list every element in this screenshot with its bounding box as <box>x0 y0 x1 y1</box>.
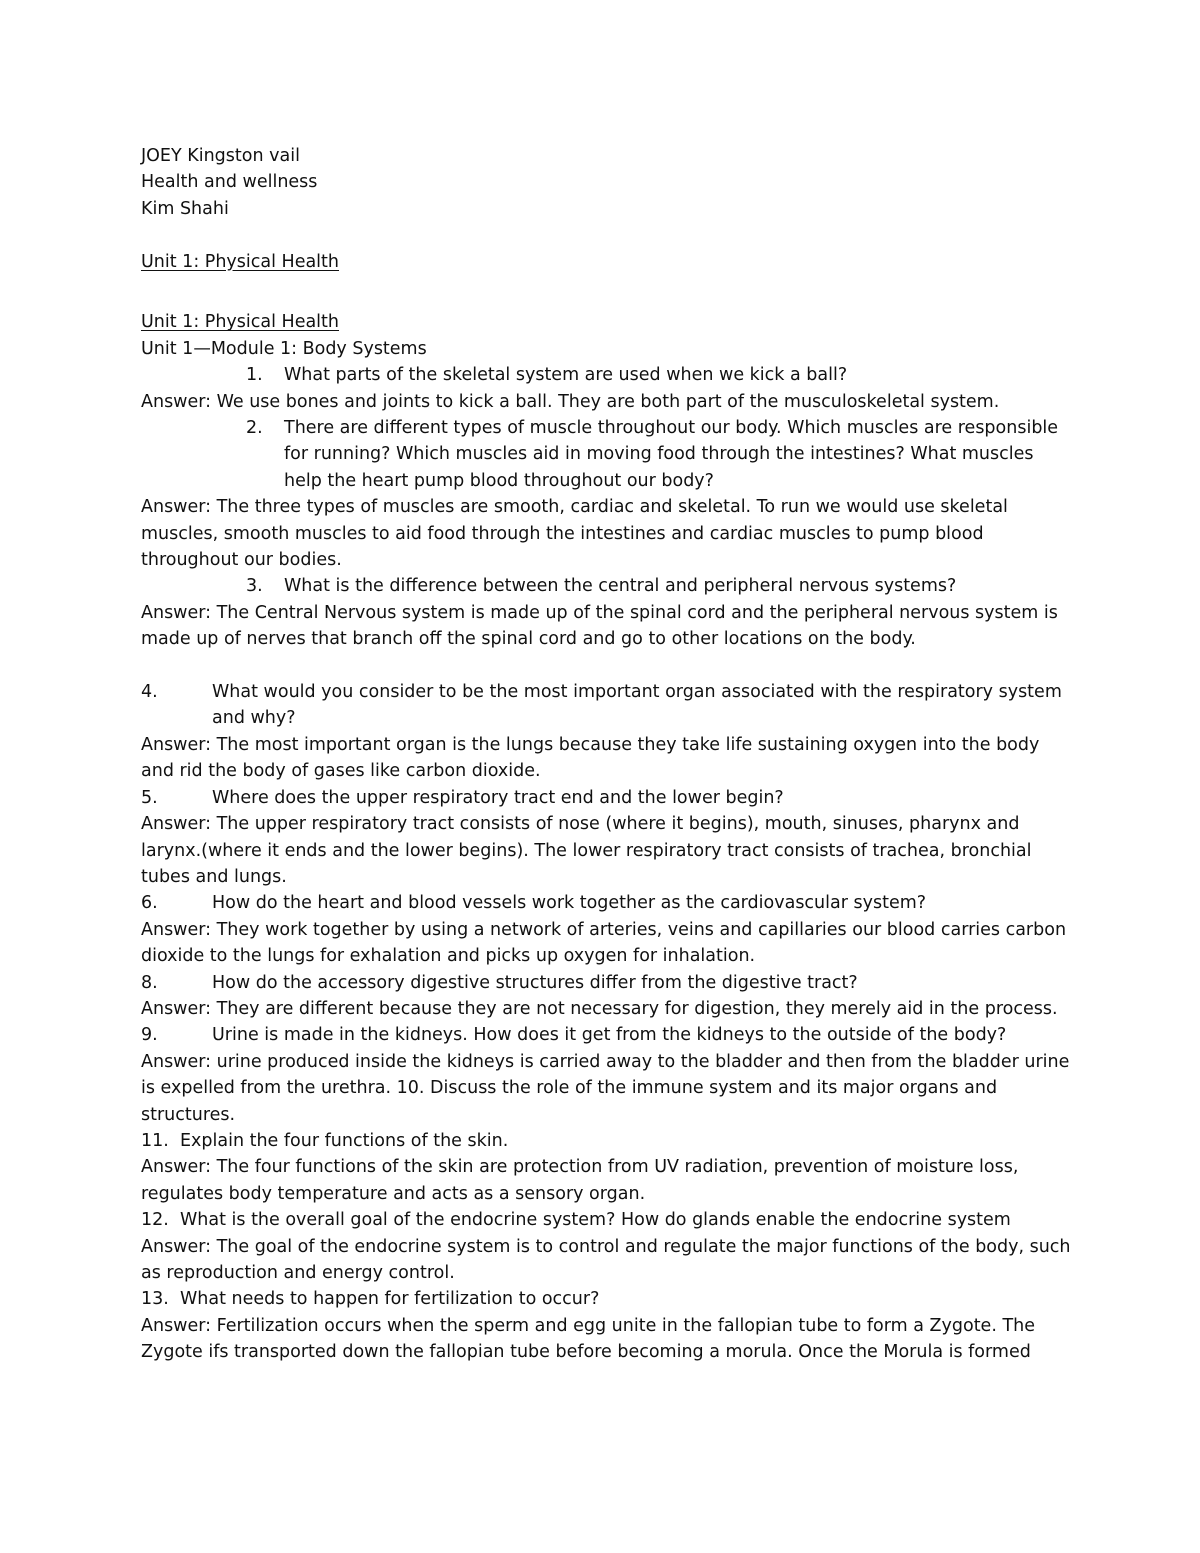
answer-text: Answer: We use bones and joints to kick a ball. They are both part of the musculoskeletal system. <box>141 391 1000 412</box>
question-number: 1. <box>246 365 263 386</box>
question-text: How do the accessory digestive structures differ from the digestive tract? <box>212 972 858 993</box>
answer-text: Answer: They are different because they are not necessary for digestion, they merely aid in the process. <box>141 998 1058 1019</box>
question-text: Where does the upper respiratory tract end and the lower begin? <box>212 787 784 808</box>
unit-heading-1: Unit 1: Physical Health <box>141 251 339 272</box>
question-number: 11. <box>141 1130 169 1151</box>
document-body <box>141 143 1071 1366</box>
question-number: 8. <box>141 972 158 993</box>
question-number: 6. <box>141 893 158 914</box>
answer-text: Answer: urine produced inside the kidneys is carried away to the bladder and then from the bladder urine is expelled from the urethra. 10. Discuss the role of the immune system and its major organs and structures. <box>141 1051 1070 1125</box>
question-number: 9. <box>141 1025 158 1046</box>
question-text: There are different types of muscle throughout our body. Which muscles are responsible for running? Which muscles aid in moving food through the intestines? What muscles help the heart pump blood throughout our body? <box>284 418 1059 491</box>
question-text: What is the difference between the central and peripheral nervous systems? <box>284 576 957 597</box>
answer-text: Answer: The upper respiratory tract consists of nose (where it begins), mouth, sinuses, pharynx and larynx.(where it ends and the lower begins). The lower respiratory tract consists of trachea, bronchial tubes and lungs. <box>141 814 1032 887</box>
spacer <box>141 301 1071 309</box>
answer-text: Answer: The Central Nervous system is made up of the spinal cord and the peripheral nervous system is made up of nerves that branch off the spinal cord and go to other locations on the body. <box>141 602 1058 650</box>
question-item <box>141 679 1071 732</box>
course-name: Health and wellness <box>141 172 318 193</box>
spacer <box>141 222 1071 248</box>
question-text: How do the heart and blood vessels work together as the cardiovascular system? <box>212 893 927 914</box>
unit-heading-2: Unit 1: Physical Health <box>141 312 339 333</box>
answer-text: Answer: The four functions of the skin are protection from UV radiation, prevention of moisture loss, regulates body temperature and acts as a sensory organ. <box>141 1157 1019 1204</box>
question-text: What is the overall goal of the endocrine system? How do glands enable the endocrine system <box>179 1210 1011 1231</box>
question-item <box>141 1207 1071 1233</box>
question-item <box>141 1286 1071 1312</box>
module-heading: Unit 1—Module 1: Body Systems <box>141 338 427 359</box>
question-text: What needs to happen for fertilization to occur? <box>179 1289 600 1310</box>
question-item <box>141 970 1071 996</box>
student-name: JOEY Kingston vail <box>141 146 300 166</box>
question-number: 2. <box>246 418 263 439</box>
question-text: What would you consider to be the most important organ associated with the respiratory system and why? <box>212 682 1062 729</box>
answer-text: Answer: The three types of muscles are smooth, cardiac and skeletal. To run we would use skeletal muscles, smooth muscles to aid food through the intestines and cardiac muscles to pump blood throughout our bodies. <box>141 497 1008 571</box>
question-number: 5. <box>141 787 158 808</box>
question-number: 12. <box>141 1210 169 1231</box>
question-item <box>141 415 1071 494</box>
question-text: Explain the four functions of the skin. <box>179 1130 509 1151</box>
question-item <box>141 785 1071 811</box>
question-item <box>141 890 1071 916</box>
question-number: 3. <box>246 576 263 597</box>
question-item <box>141 1022 1071 1048</box>
answer-text: Answer: The most important organ is the lungs because they take life sustaining oxygen into the body and rid the body of gases like carbon dioxide. <box>141 734 1040 782</box>
spacer <box>141 275 1071 301</box>
question-item <box>141 1128 1071 1154</box>
question-number: 13. <box>141 1289 169 1310</box>
answer-text: Answer: They work together by using a network of arteries, veins and capillaries our blood carries carbon dioxide to the lungs for exhalation and picks up oxygen for inhalation. <box>141 919 1067 967</box>
spacer <box>141 653 1071 679</box>
answer-text: Answer: Fertilization occurs when the sperm and egg unite in the fallopian tube to form a Zygote. The Zygote ifs transported down the fallopian tube before becoming a morula. Once the Morula is formed <box>141 1315 1035 1363</box>
answer-text: Answer: The goal of the endocrine system is to control and regulate the major functions of the body, such as reproduction and energy control. <box>141 1236 1071 1284</box>
question-text: Urine is made in the kidneys. How does it get from the kidneys to the outside of the body? <box>212 1025 1007 1046</box>
instructor-name: Kim Shahi <box>141 198 229 219</box>
question-text: What parts of the skeletal system are used when we kick a ball? <box>284 365 848 386</box>
question-number: 4. <box>141 682 158 703</box>
question-item <box>141 362 1071 388</box>
question-item <box>141 573 1071 599</box>
